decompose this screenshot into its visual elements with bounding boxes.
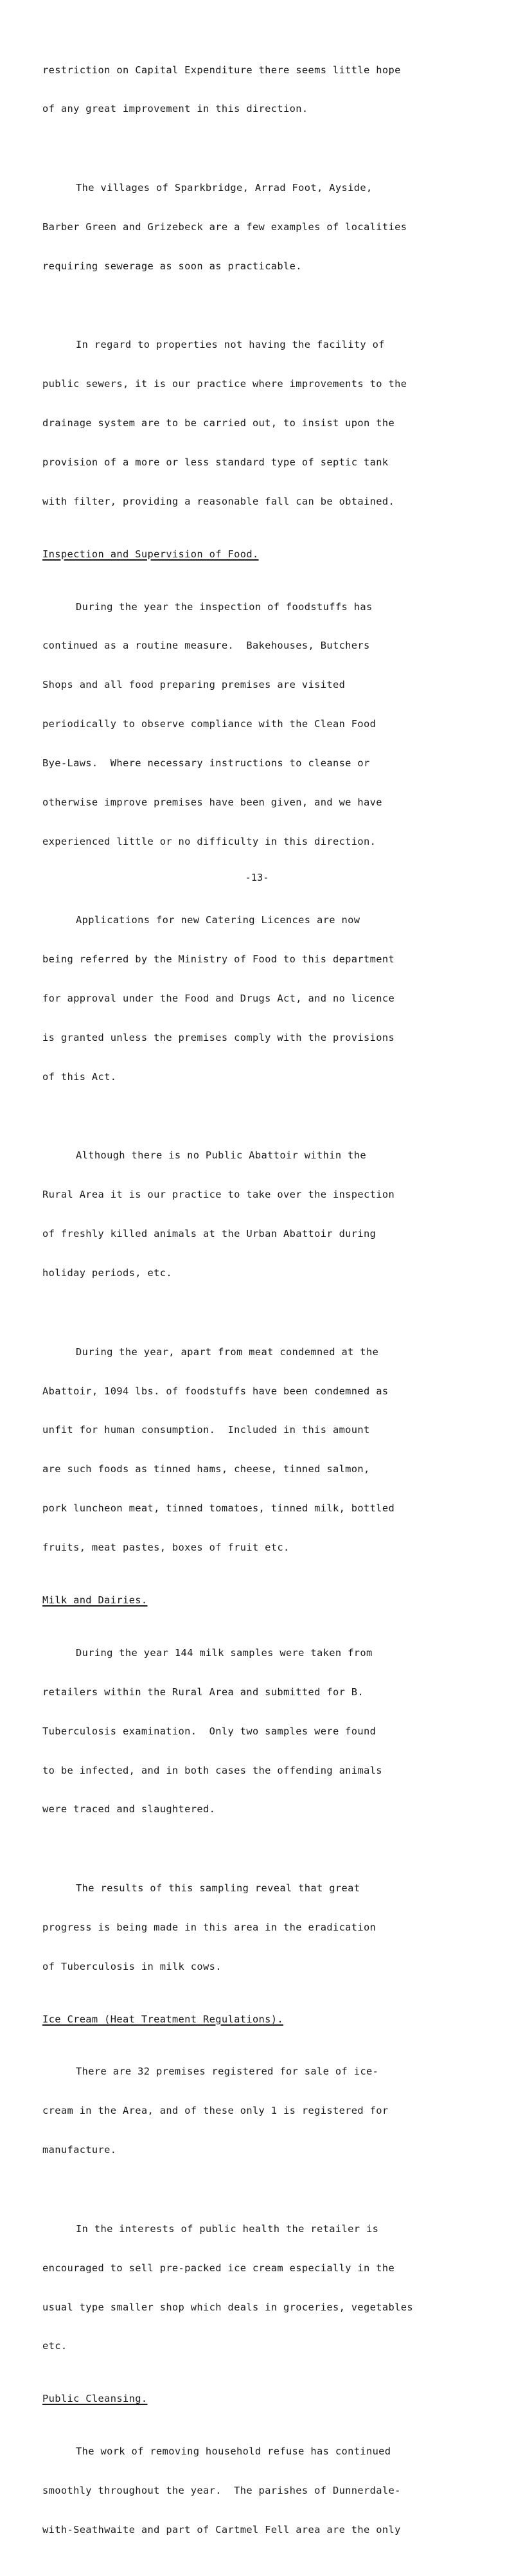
text-line: of Tuberculosis in milk cows. <box>42 1960 222 1972</box>
text-line: restriction on Capital Expenditure there seems little hope <box>42 64 401 76</box>
text-line: etc. <box>42 2340 67 2352</box>
text-line: There are 32 premises registered for sale of ice- <box>76 2066 379 2078</box>
text-line: Bye-Laws. Where necessary instructions to cleanse or <box>42 757 370 770</box>
text-line: During the year, apart from meat condemned at the <box>76 1346 379 1358</box>
text-line: Abattoir, 1094 lbs. of foodstuffs have been condemned as <box>42 1385 389 1397</box>
heading-ice-cream: Ice Cream (Heat Treatment Regulations). <box>42 2013 284 2025</box>
text-line: Rural Area it is our practice to take over the inspection <box>42 1189 395 1201</box>
text-line: manufacture. <box>42 2144 117 2156</box>
page-number: -13- <box>245 872 269 883</box>
text-line: is granted unless the premises comply with the provisions <box>42 1032 395 1044</box>
text-line: fruits, meat pastes, boxes of fruit etc. <box>42 1542 290 1554</box>
text-line: During the year 144 milk samples were taken from <box>76 1646 373 1659</box>
text-line: unfit for human consumption. Included in this amount <box>42 1424 370 1436</box>
text-line: The work of removing household refuse has continued <box>76 2445 391 2458</box>
text-line: are such foods as tinned hams, cheese, tinned salmon, <box>42 1463 370 1475</box>
text-line: pork luncheon meat, tinned tomatoes, tinned milk, bottled <box>42 1502 395 1515</box>
text-line: The results of this sampling reveal that great <box>76 1882 360 1894</box>
text-line: retailers within the Rural Area and submitted for B. <box>42 1686 364 1698</box>
paragraph-food-inspection <box>42 574 508 874</box>
text-line: to be infected, and in both cases the offending animals <box>42 1764 382 1776</box>
paragraph-milk-samples <box>42 1620 508 1842</box>
paragraph-sampling-results <box>42 1855 508 1999</box>
text-line: progress is being made in this area in the eradication <box>42 1921 377 1933</box>
text-line: encouraged to sell pre-packed ice cream especially in the <box>42 2262 395 2274</box>
text-line: periodically to observe compliance with the Clean Food <box>42 718 377 730</box>
text-line: The villages of Sparkbridge, Arrad Foot, Ayside, <box>76 181 373 194</box>
text-line: usual type smaller shop which deals in groceries, vegetables <box>42 2301 413 2313</box>
text-line: were traced and slaughtered. <box>42 1803 216 1815</box>
text-line: In regard to properties not having the facility of <box>76 339 385 351</box>
document-page <box>42 37 508 2576</box>
paragraph-abattoir <box>42 1123 508 1306</box>
text-line: drainage system are to be carried out, to insist upon the <box>42 417 395 429</box>
text-line: During the year the inspection of foodstuffs has <box>76 600 373 613</box>
heading-public-cleansing: Public Cleansing. <box>42 2393 148 2405</box>
text-line: public sewers, it is our practice where improvements to the <box>42 378 407 390</box>
text-line: Tuberculosis examination. Only two samples were found <box>42 1725 377 1737</box>
text-line: holiday periods, etc. <box>42 1267 172 1279</box>
text-line: for approval under the Food and Drugs Act, and no licence <box>42 993 395 1005</box>
paragraph-refuse-removal <box>42 2419 508 2562</box>
paragraph-ice-cream-premises <box>42 2039 508 2183</box>
heading-inspection-of-food: Inspection and Supervision of Food. <box>42 548 259 560</box>
paragraph-septic-tanks <box>42 312 508 534</box>
paragraph-villages <box>42 155 508 298</box>
text-line: otherwise improve premises have been given, and we have <box>42 797 382 809</box>
text-line: of freshly killed animals at the Urban Abattoir during <box>42 1228 377 1240</box>
text-line: continued as a routine measure. Bakehouses, Butchers <box>42 640 370 652</box>
text-line: cream in the Area, and of these only 1 is registered for <box>42 2105 389 2117</box>
text-line: experienced little or no difficulty in this direction. <box>42 835 377 847</box>
paragraph-pre-packed-ice-cream <box>42 2196 508 2379</box>
text-line: of any great improvement in this direction. <box>42 103 308 115</box>
paragraph-condemned-foodstuffs <box>42 1319 508 1580</box>
paragraph-capital-expenditure <box>42 37 508 141</box>
text-line: requiring sewerage as soon as practicable. <box>42 260 302 272</box>
text-line: provision of a more or less standard type of septic tank <box>42 456 389 468</box>
text-line: Although there is no Public Abattoir within the <box>76 1149 366 1162</box>
text-line: with filter, providing a reasonable fall can be obtained. <box>42 495 395 507</box>
text-line: Barber Green and Grizebeck are a few examples of localities <box>42 221 407 233</box>
text-line: Applications for new Catering Licences are now <box>76 914 360 926</box>
text-line: with-Seathwaite and part of Cartmel Fell area are the only <box>42 2523 401 2535</box>
text-line: being referred by the Ministry of Food to this department <box>42 953 395 966</box>
text-line: In the interests of public health the retailer is <box>76 2222 379 2235</box>
text-line: of this Act. <box>42 1070 117 1083</box>
text-line: Shops and all food preparing premises are visited <box>42 679 346 691</box>
paragraph-catering-licences <box>42 888 508 1110</box>
heading-milk-and-dairies: Milk and Dairies. <box>42 1594 148 1606</box>
text-line: smoothly throughout the year. The parishes of Dunnerdale- <box>42 2485 401 2497</box>
